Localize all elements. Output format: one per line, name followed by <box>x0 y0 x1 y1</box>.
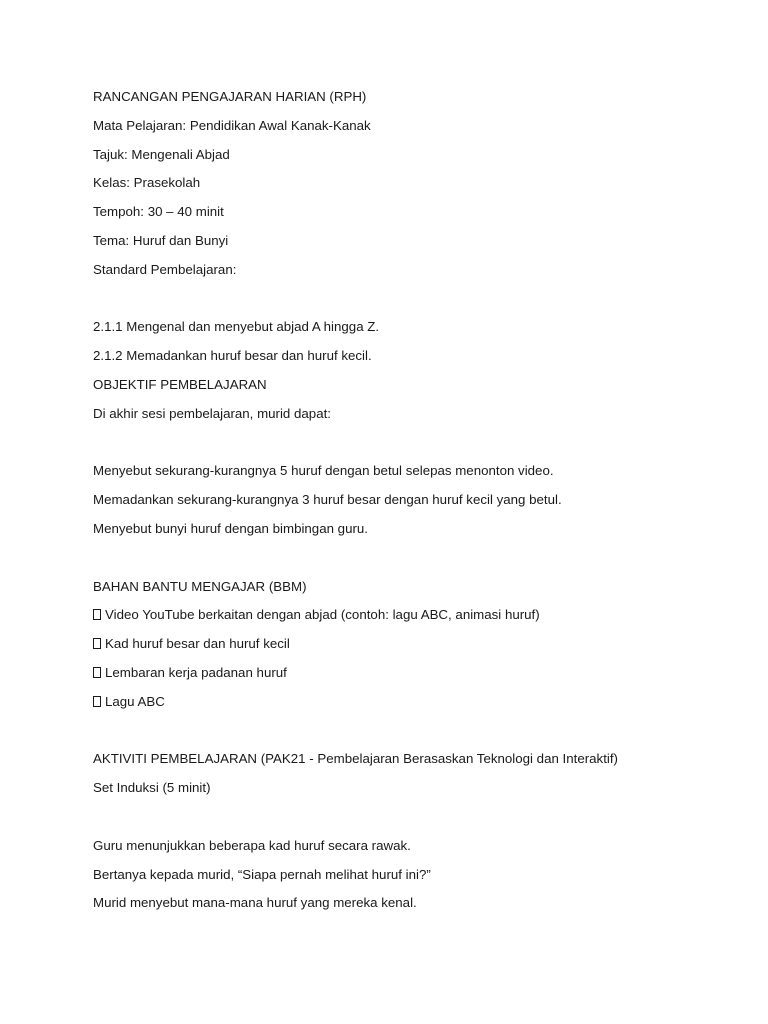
blank-line <box>93 434 733 452</box>
blank-line <box>93 549 733 567</box>
missing-glyph-bullet-icon <box>93 609 101 620</box>
objective-item: Menyebut sekurang-kurangnya 5 huruf dengan betul selepas menonton video. <box>93 463 554 479</box>
objective-item: Memadankan sekurang-kurangnya 3 huruf besar dengan huruf kecil yang betul. <box>93 492 562 508</box>
info-subject: Mata Pelajaran: Pendidikan Awal Kanak-Kanak <box>93 117 371 133</box>
objective-item: Menyebut bunyi huruf dengan bimbingan guru. <box>93 520 368 536</box>
objective-heading: OBJEKTIF PEMBELAJARAN <box>93 376 267 392</box>
blank-line <box>93 290 733 308</box>
induction-step: Bertanya kepada murid, “Siapa pernah melihat huruf ini?” <box>93 866 431 882</box>
info-topic: Tajuk: Mengenali Abjad <box>93 146 230 162</box>
blank-line <box>93 722 733 740</box>
document-body <box>93 88 733 923</box>
bbm-item-label: Lagu ABC <box>105 693 165 709</box>
info-duration: Tempoh: 30 – 40 minit <box>93 204 224 220</box>
document-title: RANCANGAN PENGAJARAN HARIAN (RPH) <box>93 89 367 104</box>
bbm-item <box>93 635 733 653</box>
induction-step: Guru menunjukkan beberapa kad huruf secara rawak. <box>93 837 411 853</box>
missing-glyph-bullet-icon <box>93 696 101 707</box>
induction-step: Murid menyebut mana-mana huruf yang mereka kenal. <box>93 895 417 911</box>
missing-glyph-bullet-icon <box>93 638 101 649</box>
induction-heading: Set Induksi (5 minit) <box>93 780 211 796</box>
bbm-heading: BAHAN BANTU MENGAJAR (BBM) <box>93 578 307 594</box>
bbm-item <box>93 664 733 682</box>
info-class: Kelas: Prasekolah <box>93 175 201 191</box>
bbm-item-label: Lembaran kerja padanan huruf <box>105 664 287 680</box>
objective-intro: Di akhir sesi pembelajaran, murid dapat: <box>93 405 331 421</box>
standard-item: 2.1.1 Mengenal dan menyebut abjad A hingga Z. <box>93 319 380 335</box>
blank-line <box>93 808 733 826</box>
missing-glyph-bullet-icon <box>93 667 101 678</box>
bbm-item <box>93 606 733 624</box>
bbm-item-label: Kad huruf besar dan huruf kecil <box>105 636 290 652</box>
info-standards-label: Standard Pembelajaran: <box>93 261 237 277</box>
bbm-item <box>93 693 733 711</box>
info-theme: Tema: Huruf dan Bunyi <box>93 232 229 248</box>
bbm-item-label: Video YouTube berkaitan dengan abjad (contoh: lagu ABC, animasi huruf) <box>105 607 540 623</box>
activity-heading: AKTIVITI PEMBELAJARAN (PAK21 - Pembelajaran Berasaskan Teknologi dan Interaktif) <box>93 751 618 767</box>
standard-item: 2.1.2 Memadankan huruf besar dan huruf kecil. <box>93 348 372 364</box>
